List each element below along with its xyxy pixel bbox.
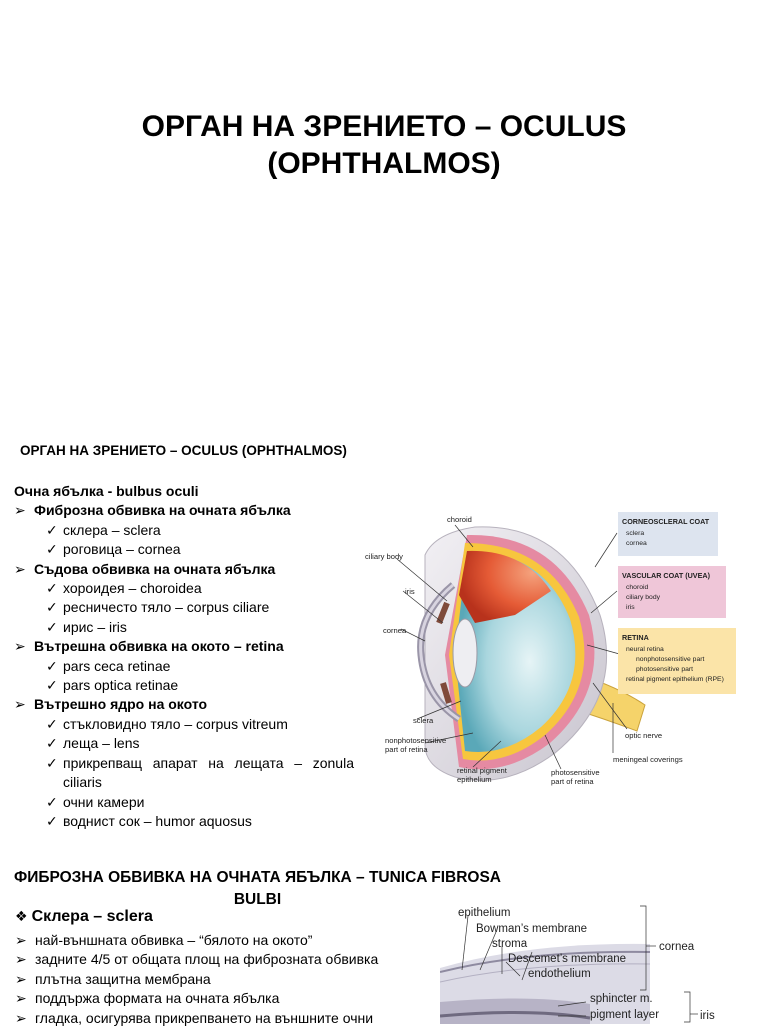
- legend-item: retinal pigment epithelium (RPE): [626, 676, 724, 683]
- checkmark-icon: ✓: [46, 580, 58, 597]
- outline-item-text: ирис – iris: [63, 618, 127, 635]
- diamond-bullet-icon: ❖: [15, 908, 28, 924]
- outline-group-label: Вътрешно ядро на окото: [34, 696, 208, 713]
- outline-group-label: Вътрешна обвивка на окото – retina: [34, 638, 284, 655]
- legend-item: neural retina: [626, 646, 664, 653]
- label-ciliary-body: ciliary body: [365, 552, 403, 561]
- label-epithelium: epithelium: [458, 907, 511, 919]
- outline-item-text: леща – lens: [63, 735, 140, 752]
- label-stroma: stroma: [492, 938, 528, 950]
- outline-item-text: стъкловидно тяло – corpus vitreum: [63, 715, 288, 732]
- outline-item-text: pars ceca retinae: [63, 657, 171, 674]
- checkmark-icon: ✓: [46, 812, 58, 829]
- list-item-text: най-външната обвивка – “бялото на окото”: [35, 932, 313, 948]
- list-item: [15, 1009, 408, 1028]
- outline-item-text: очни камери: [63, 793, 145, 810]
- outline-item-text: прикрепващ апарат на лещата – zonula ciliaris: [63, 754, 354, 791]
- outline-item: [14, 521, 354, 540]
- eye-structure-outline: [14, 482, 354, 831]
- label-bowmans-membrane: Bowman’s membrane: [476, 923, 588, 935]
- outline-item: [14, 734, 354, 753]
- outline-root: Очна ябълка - bulbus oculi: [14, 483, 199, 499]
- label-optic-nerve: optic nerve: [625, 731, 663, 740]
- outline-item: [14, 812, 354, 831]
- arrow-bullet-icon: ➢: [15, 932, 27, 948]
- section-heading: ОРГАН НА ЗРЕНИЕТО – OCULUS (OPHTHALMOS): [20, 443, 347, 458]
- checkmark-icon: ✓: [46, 599, 58, 616]
- list-item: [15, 950, 408, 969]
- checkmark-icon: ✓: [46, 735, 58, 752]
- eye-anatomy-figure: [355, 505, 768, 790]
- label-rpe-2: epithelium: [457, 775, 492, 784]
- legend-title-corneoscleral: CORNEOSCLERAL COAT: [622, 517, 710, 526]
- checkmark-icon: ✓: [46, 541, 58, 558]
- checkmark-icon: ✓: [46, 793, 58, 810]
- outline-item: [14, 598, 354, 617]
- list-item: [15, 931, 408, 950]
- arrow-bullet-icon: ➢: [15, 951, 27, 968]
- outline-item: [14, 676, 354, 695]
- outline-item-text: воднист сок – humor aquosus: [63, 812, 252, 829]
- label-pigment-layer: pigment layer: [590, 1009, 660, 1021]
- outline-item: [14, 793, 354, 812]
- outline-group-label: Съдова обвивка на очната ябълка: [34, 560, 276, 577]
- legend-item: ciliary body: [626, 594, 660, 601]
- arrow-bullet-icon: ➢: [14, 560, 26, 577]
- legend-item: photosensitive part: [636, 666, 694, 673]
- label-descemets-membrane: Descemet’s membrane: [508, 953, 627, 965]
- label-nonphotosensitive-1: nonphotosensitive: [385, 736, 447, 745]
- checkmark-icon: ✓: [46, 715, 58, 732]
- label-cornea: cornea: [659, 941, 695, 953]
- label-photosensitive-2: part of retina: [551, 777, 594, 786]
- label-endothelium: endothelium: [528, 968, 591, 980]
- list-item-text: задните 4/5 от общата площ на фиброзната обвивка: [35, 951, 379, 968]
- list-item: [15, 989, 408, 1008]
- outline-item-text: pars optica retinae: [63, 677, 179, 694]
- legend-item: sclera: [626, 530, 645, 537]
- legend-title-retina: RETINA: [622, 633, 649, 642]
- outline-group: [14, 501, 354, 520]
- label-cornea: cornea: [383, 626, 407, 635]
- outline-item-text: роговица – cornea: [63, 541, 181, 558]
- outline-item-text: склера – sclera: [63, 521, 161, 538]
- checkmark-icon: ✓: [46, 754, 58, 771]
- label-nonphotosensitive-2: part of retina: [385, 745, 428, 754]
- legend-item: choroid: [626, 584, 649, 591]
- outline-group-label: Фиброзна обвивка на очната ябълка: [34, 502, 291, 519]
- list-item: [15, 970, 408, 989]
- lens-shape: [453, 619, 477, 687]
- checkmark-icon: ✓: [46, 657, 58, 674]
- section-heading-fibrous-tunic: [0, 867, 515, 911]
- label-sphincter-m: sphincter m.: [590, 993, 653, 1005]
- arrow-bullet-icon: ➢: [15, 990, 27, 1007]
- label-sclera: sclera: [413, 716, 434, 725]
- sclera-facts-list: [15, 931, 408, 1028]
- outline-item: [14, 540, 354, 559]
- legend-item: iris: [626, 604, 635, 611]
- label-choroid: choroid: [447, 515, 472, 524]
- arrow-bullet-icon: ➢: [14, 638, 26, 655]
- title-line-2: (OPHTHALMOS): [267, 147, 501, 180]
- outline-group: [14, 695, 354, 714]
- list-item-text: поддържа формата на очната ябълка: [35, 990, 280, 1007]
- heading-line-2: BULBI: [233, 891, 282, 908]
- checkmark-icon: ✓: [46, 521, 58, 538]
- label-rpe-1: retinal pigment: [457, 766, 507, 775]
- outline-group: [14, 637, 354, 656]
- outline-item: [14, 715, 354, 734]
- title-line-1: ОРГАН НА ЗРЕНИЕТО – OCULUS: [141, 110, 627, 143]
- outline-item: [14, 618, 354, 637]
- label-photosensitive-1: photosensitive: [551, 768, 600, 777]
- arrow-bullet-icon: ➢: [14, 502, 26, 519]
- list-item-text: плътна защитна мембрана: [35, 970, 211, 987]
- outline-item: [14, 754, 354, 793]
- outline-item: [14, 579, 354, 598]
- heading-line-1: ФИБРОЗНА ОБВИВКА НА ОЧНАТА ЯБЪЛКА – TUNICA FIBROSA: [13, 869, 501, 886]
- checkmark-icon: ✓: [46, 618, 58, 635]
- label-meningeal-coverings: meningeal coverings: [613, 755, 683, 764]
- outline-item-text: ресничесто тяло – corpus ciliare: [63, 599, 270, 616]
- arrow-bullet-icon: ➢: [14, 696, 26, 713]
- outline-item: [14, 657, 354, 676]
- page-title: [0, 108, 768, 182]
- cornea-layers-figure: [440, 898, 768, 1024]
- arrow-bullet-icon: ➢: [15, 970, 27, 987]
- list-item-text: гладка, осигурява прикрепването на външните очни: [35, 1009, 374, 1026]
- subheading-text: Склера – sclera: [31, 908, 153, 925]
- legend-item: nonphotosensitive part: [636, 656, 705, 663]
- legend-item: cornea: [626, 540, 647, 547]
- subheading-sclera: [15, 908, 153, 926]
- label-iris: iris: [405, 587, 415, 596]
- legend-title-vascular: VASCULAR COAT (UVEA): [622, 571, 710, 580]
- arrow-bullet-icon: ➢: [15, 1009, 27, 1026]
- outline-item-text: хороидея – choroidea: [63, 580, 202, 597]
- checkmark-icon: ✓: [46, 677, 58, 694]
- outline-group: [14, 560, 354, 579]
- label-iris: iris: [700, 1010, 715, 1022]
